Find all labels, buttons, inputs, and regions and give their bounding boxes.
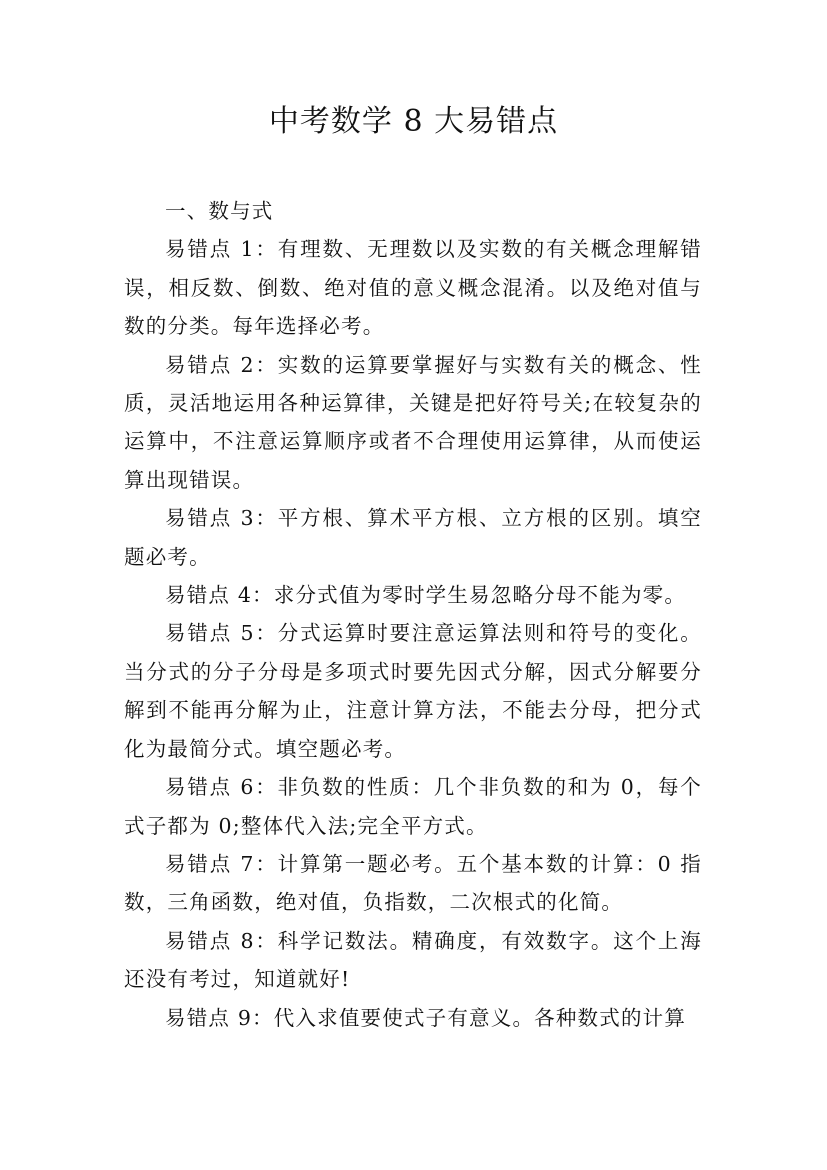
section-heading: 一、数与式	[165, 199, 274, 223]
paragraph-error-point-2: 易错点 2：实数的运算要掌握好与实数有关的概念、性质，灵活地运用各种运算律，关键是把好符号关;在较复杂的运算中，不注意运算顺序或者不合理使用运算律，从而使运算出现错误。	[124, 352, 702, 492]
paragraph-error-point-8: 易错点 8：科学记数法。精确度，有效数字。这个上海还没有考过，知道就好!	[124, 928, 702, 992]
paragraph-error-point-4: 易错点 4：求分式值为零时学生易忽略分母不能为零。	[165, 583, 687, 608]
paragraph-error-point-1: 易错点 1：有理数、无理数以及实数的有关概念理解错误，相反数、倒数、绝对值的意义概念混淆。以及绝对值与数的分类。每年选择必考。	[124, 237, 702, 339]
paragraph-error-point-3: 易错点 3：平方根、算术平方根、立方根的区别。填空题必考。	[124, 506, 702, 569]
paragraph-error-point-6: 易错点 6：非负数的性质：几个非负数的和为 0，每个式子都为 0;整体代入法;完全平方式。	[124, 775, 702, 838]
document-title: 中考数学 8 大易错点	[268, 104, 559, 139]
paragraph-error-point-5: 易错点 5：分式运算时要注意运算法则和符号的变化。当分式的分子分母是多项式时要先因式分解，因式分解要分解到不能再分解为止，注意计算方法，不能去分母，把分式化为最简分式。填空题必考。	[124, 621, 702, 761]
document-body	[124, 192, 702, 1037]
paragraph-error-point-9: 易错点 9：代入求值要使式子有意义。各种数式的计算	[165, 1005, 687, 1030]
paragraph-error-point-7: 易错点 7：计算第一题必考。五个基本数的计算：0 指数，三角函数，绝对值，负指数，二次根式的化简。	[124, 851, 702, 915]
